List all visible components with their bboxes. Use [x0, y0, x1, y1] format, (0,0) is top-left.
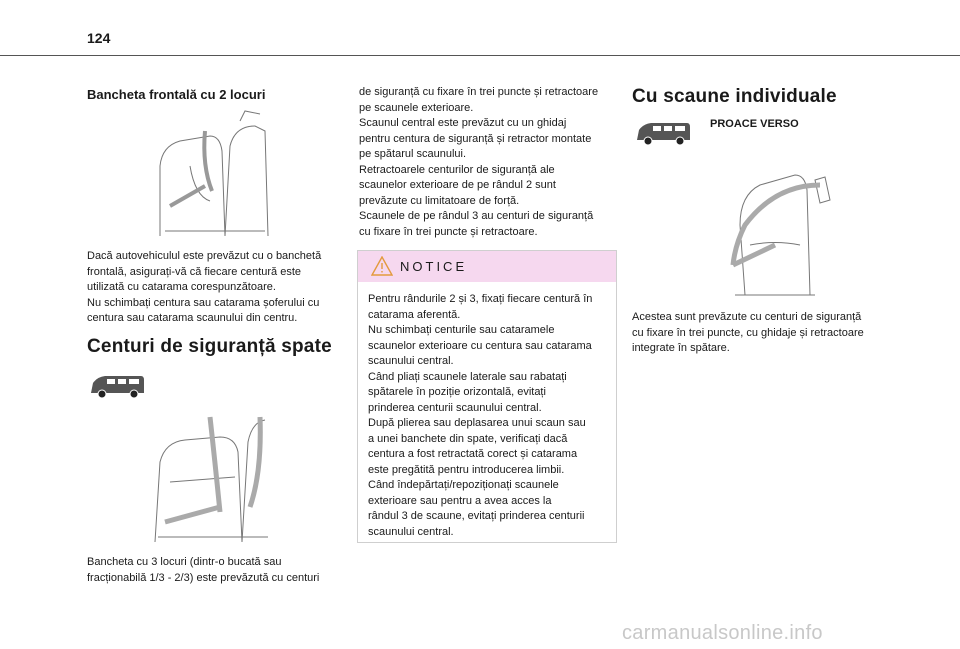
watermark: carmanualsonline.info — [622, 622, 823, 644]
individual-seat-illustration — [705, 165, 835, 300]
model-label: PROACE VERSO — [710, 118, 799, 130]
header-rule — [0, 55, 960, 56]
page-number: 124 — [87, 30, 111, 46]
warning-icon — [371, 256, 393, 276]
text-rear-bench-continued: de siguranță cu fixare în trei puncte și retractoare pe scaunele exterioare. Scaunul central este prevăzut cu un ghidaj pentru centura de siguranță și retractor montate pe spătarul scaunului. Retractoarele centurilor de siguranță ale scaunelor exterioare de pe rândul 2 sunt prevăzute cu limitatoare de forță. Scaunele de pe rândul 3 au centuri de siguranță cu fixare în trei puncte și retractoare. — [359, 86, 599, 238]
heading-rear-belts: Centuri de siguranță spate — [87, 336, 332, 357]
text-individual-seats: Acestea sunt prevăzute cu centuri de siguranță cu fixare în trei puncte, cu ghidaje și retractoare integrate în spătare. — [632, 311, 864, 354]
text-rear-bench: Bancheta cu 3 locuri (dintr-o bucată sau fracționabilă 1/3 - 2/3) este prevăzută cu centuri — [87, 556, 320, 584]
van-icon — [87, 371, 147, 401]
heading-individual-seats: Cu scaune individuale — [632, 86, 837, 107]
van-icon — [633, 118, 693, 148]
rear-bench-illustration — [150, 412, 275, 547]
notice-text: Pentru rândurile 2 și 3, fixați fiecare centură în catarama aferentă. Nu schimbați centurile sau cataramele scaunelor exterioare cu centura sau catarama scaunului central. Când pliați scaunele laterale sau rabatați spătarele în poziție orizontală, evitați prinderea centurii scaunului central. După plierea sau deplasarea unui scaun sau a unei banchete din spate, verificați dacă centura a fost retractată corect și catarama este pregătită pentru introducerea limbii. Când îndepărtați/repoziționați scaunele exterioare sau pentru a avea acces la rândul 3 de scaune, evitați prinderea centurii scaunului central. — [368, 293, 593, 538]
text-front-bench: Dacă autovehiculul este prevăzut cu o banchetă frontală, asigurați-vă că fiecare centură este utilizată cu catarama corespunzătoare. Nu schimbați centura sau catarama șoferului cu centura sau catarama scaunului din centru. — [87, 250, 322, 324]
notice-box — [357, 250, 617, 543]
notice-title: NOTICE — [400, 259, 468, 274]
heading-front-bench: Bancheta frontală cu 2 locuri — [87, 87, 266, 102]
notice-header — [358, 251, 616, 282]
front-bench-illustration — [150, 106, 275, 241]
